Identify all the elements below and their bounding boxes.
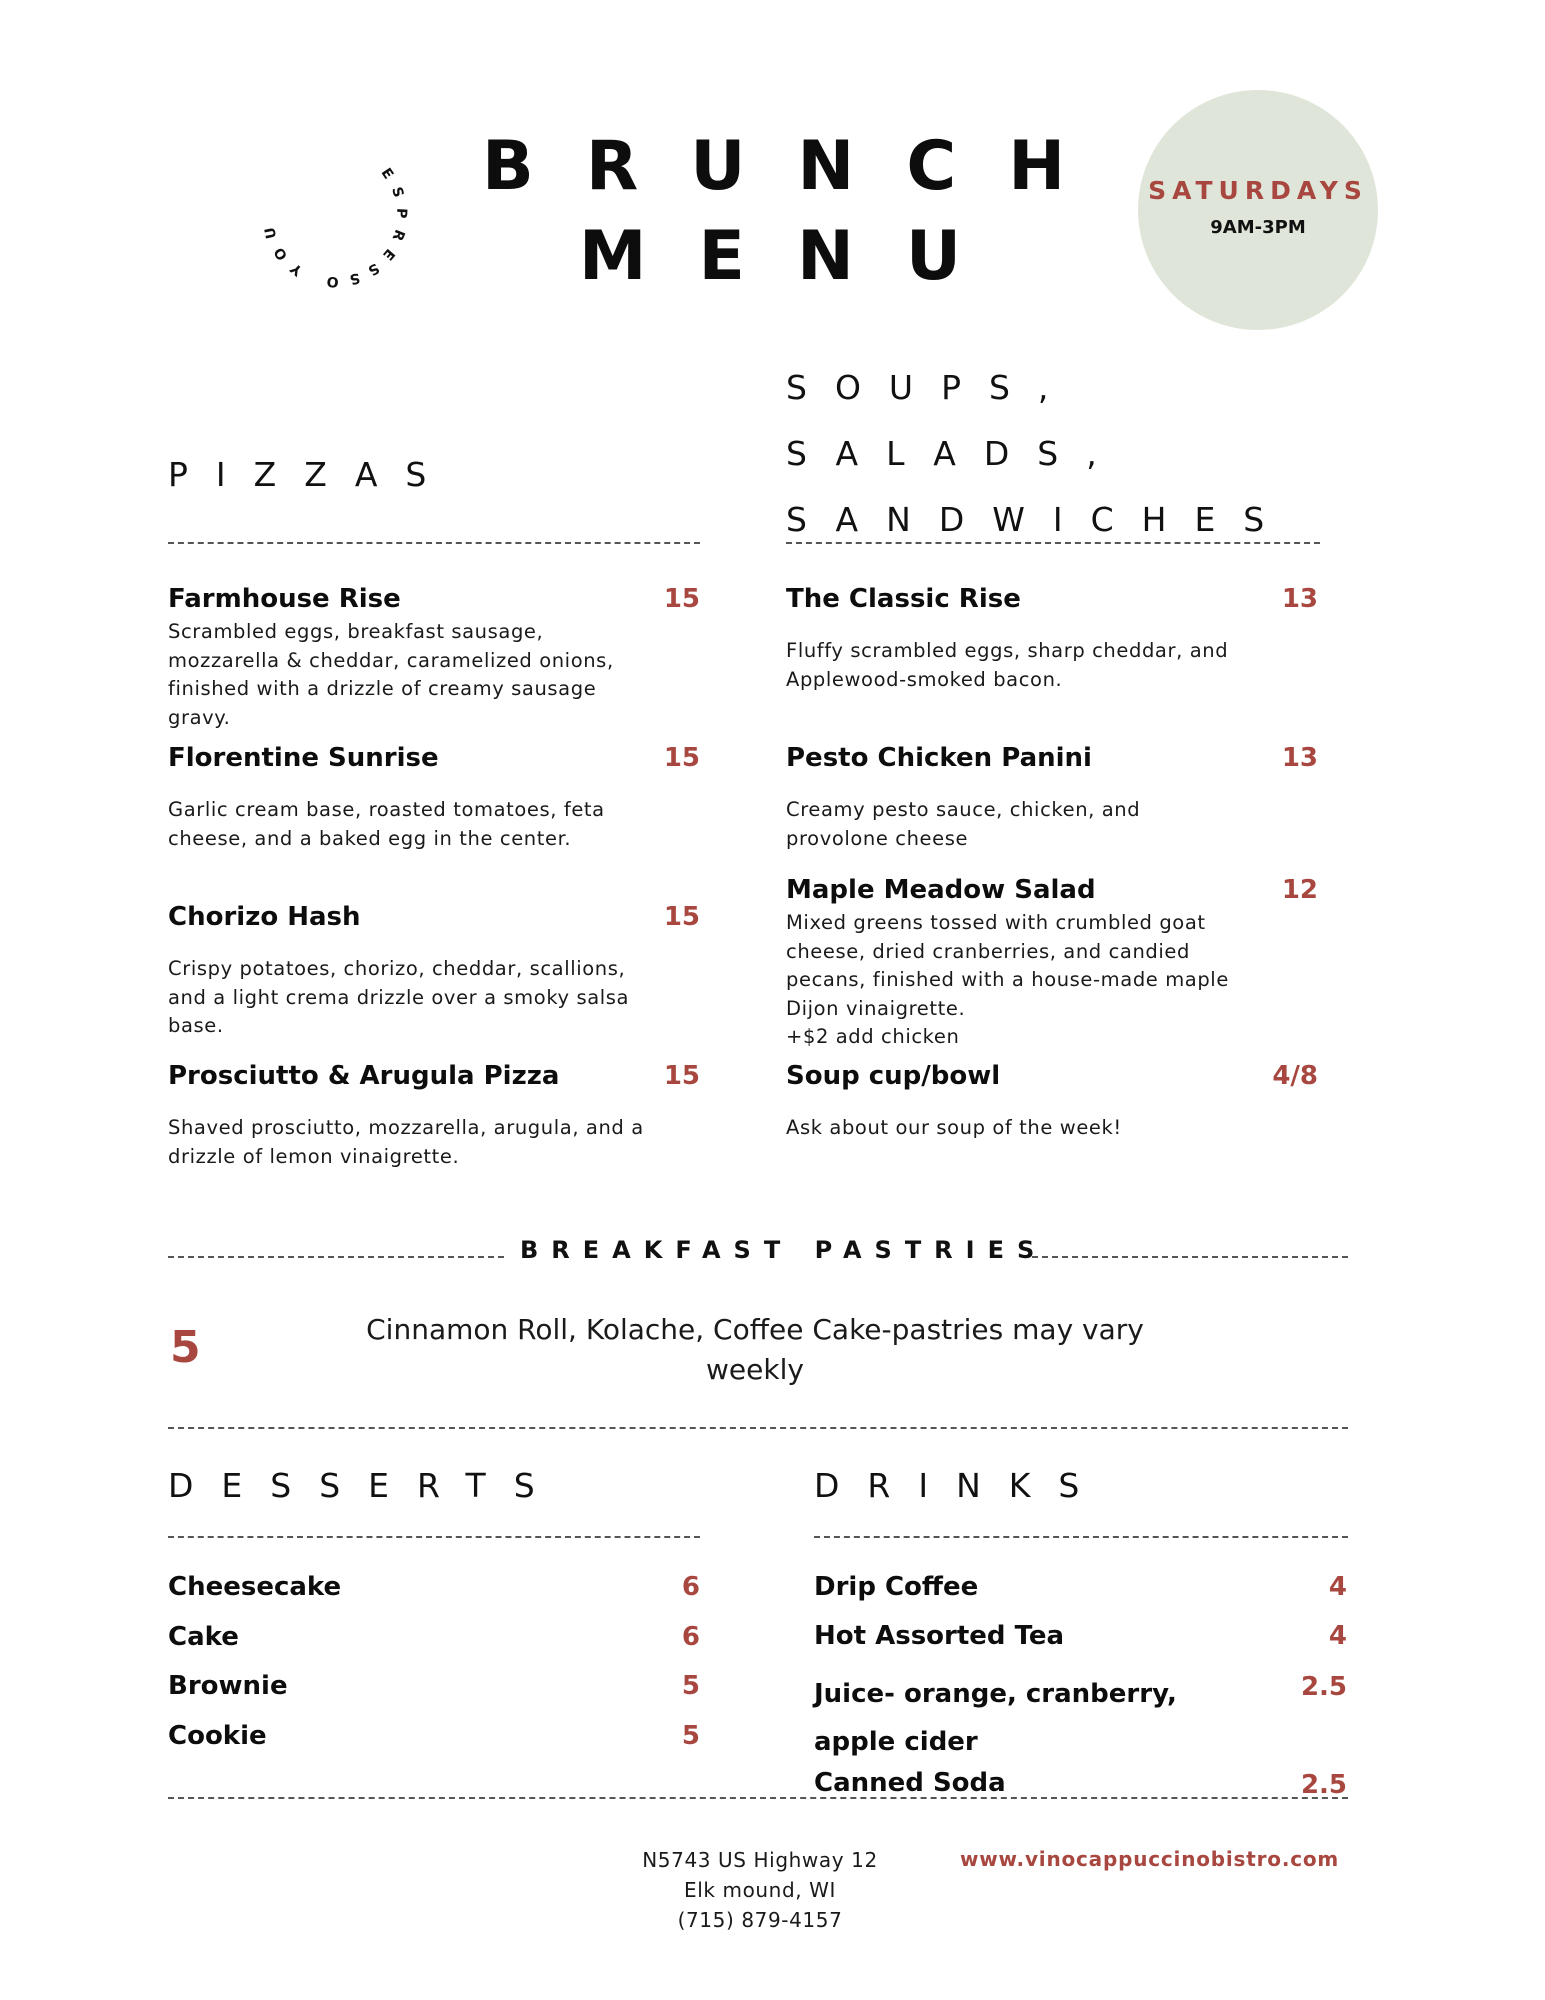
item-description: Ask about our soup of the week! [786,1116,1122,1139]
item-price: 4/8 [1272,1061,1318,1091]
address-line: Elk mound, WI [683,1878,837,1902]
section-title-drinks: DRINKS [814,1466,1108,1505]
section-title-pizzas: PIZZAS [168,455,455,494]
dessert-name: Cake [168,1622,239,1652]
item-price: 13 [1281,743,1318,773]
item-description: Fluffy scrambled eggs, sharp cheddar, and Applewood-smoked bacon. [786,639,1229,691]
drink-name: Hot Assorted Tea [814,1621,1065,1651]
divider [168,1427,1348,1429]
item-description: Crispy potatoes, chorizo, cheddar, scallions, and a light crema drizzle over a smoky salsa base. [168,957,630,1037]
dessert-name: Cookie [168,1721,267,1751]
item-description: Garlic cream base, roasted tomatoes, feta cheese, and a baked egg in the center. [168,798,605,850]
item-name: Chorizo Hash [168,902,361,932]
item-name: Pesto Chicken Panini [786,743,1092,773]
logo-text: ESPRESSO YOU [260,165,410,290]
pastry-description: Cinnamon Roll, Kolache, Coffee Cake-pastries may vary weekly [366,1313,1144,1386]
badge-day: SATURDAYS [1148,176,1368,205]
drink-price: 2.5 [1300,1672,1347,1702]
svg-text:ESPRESSO YOURSELF [235,130,409,290]
item-description: Shaved prosciutto, mozzarella, arugula, and a drizzle of lemon vinaigrette. [168,1116,644,1168]
address-block [600,1845,920,1935]
title-line-brunch: BRUNCH [482,127,1118,206]
item-name: Florentine Sunrise [168,743,439,773]
schedule-badge [1138,90,1378,330]
item-price: 15 [663,1061,700,1091]
item-name: Maple Meadow Salad [786,875,1096,905]
drink-name: Juice- orange, cranberry, apple cider [814,1679,1177,1757]
page-title [430,122,1118,302]
divider [168,1256,504,1258]
dessert-price: 6 [681,1572,700,1602]
item-price: 15 [663,584,700,614]
divider [168,1797,1348,1799]
drink-price: 4 [1328,1621,1347,1651]
divider [168,542,700,544]
dessert-price: 5 [681,1671,700,1701]
item-note: +$2 add chicken [786,1025,960,1048]
drink-name: Canned Soda [814,1768,1006,1798]
drink-price: 4 [1328,1572,1347,1602]
section-title-soups: SOUPS, [786,368,1077,407]
drink-price: 2.5 [1300,1770,1347,1800]
drink-name: Drip Coffee [814,1572,979,1602]
dessert-name: Brownie [168,1671,288,1701]
item-name: Prosciutto & Arugula Pizza [168,1061,560,1091]
item-description: Scrambled eggs, breakfast sausage, mozzarella & cheddar, caramelized onions, finished with a drizzle of creamy sausage gravy. [168,620,614,729]
item-price: 12 [1281,875,1318,905]
badge-hours: 9AM-3PM [1210,217,1306,238]
item-price: 15 [663,743,700,773]
dessert-name: Cheesecake [168,1572,342,1602]
item-description: Creamy pesto sauce, chicken, and provolone cheese [786,798,1141,850]
divider [168,1536,700,1538]
pastry-price: 5 [170,1322,201,1373]
item-price: 13 [1281,584,1318,614]
item-name: Farmhouse Rise [168,584,401,614]
divider [786,542,1320,544]
title-line-menu: MENU [578,217,1014,296]
logo-espresso-yourself [235,130,435,300]
section-title-sandwiches: SANDWICHES [786,500,1293,539]
section-title-desserts: DESSERTS [168,1466,563,1505]
dessert-price: 5 [681,1721,700,1751]
item-name: The Classic Rise [786,584,1021,614]
section-title-salads: SALADS, [786,434,1125,473]
item-price: 15 [663,902,700,932]
phone-number: (715) 879-4157 [677,1908,843,1932]
section-title-pastries: BREAKFAST PASTRIES [520,1236,1048,1264]
item-description: Mixed greens tossed with crumbled goat cheese, dried cranberries, and candied pecans, finished with a house-made maple Dijon vinaigrette. [786,911,1229,1020]
divider [814,1536,1348,1538]
dessert-price: 6 [681,1622,700,1652]
website-link[interactable]: www.vinocappuccinobistro.com [960,1847,1340,1871]
item-name: Soup cup/bowl [786,1061,1001,1091]
divider [1032,1256,1348,1258]
address-line: N5743 US Highway 12 [642,1848,878,1872]
